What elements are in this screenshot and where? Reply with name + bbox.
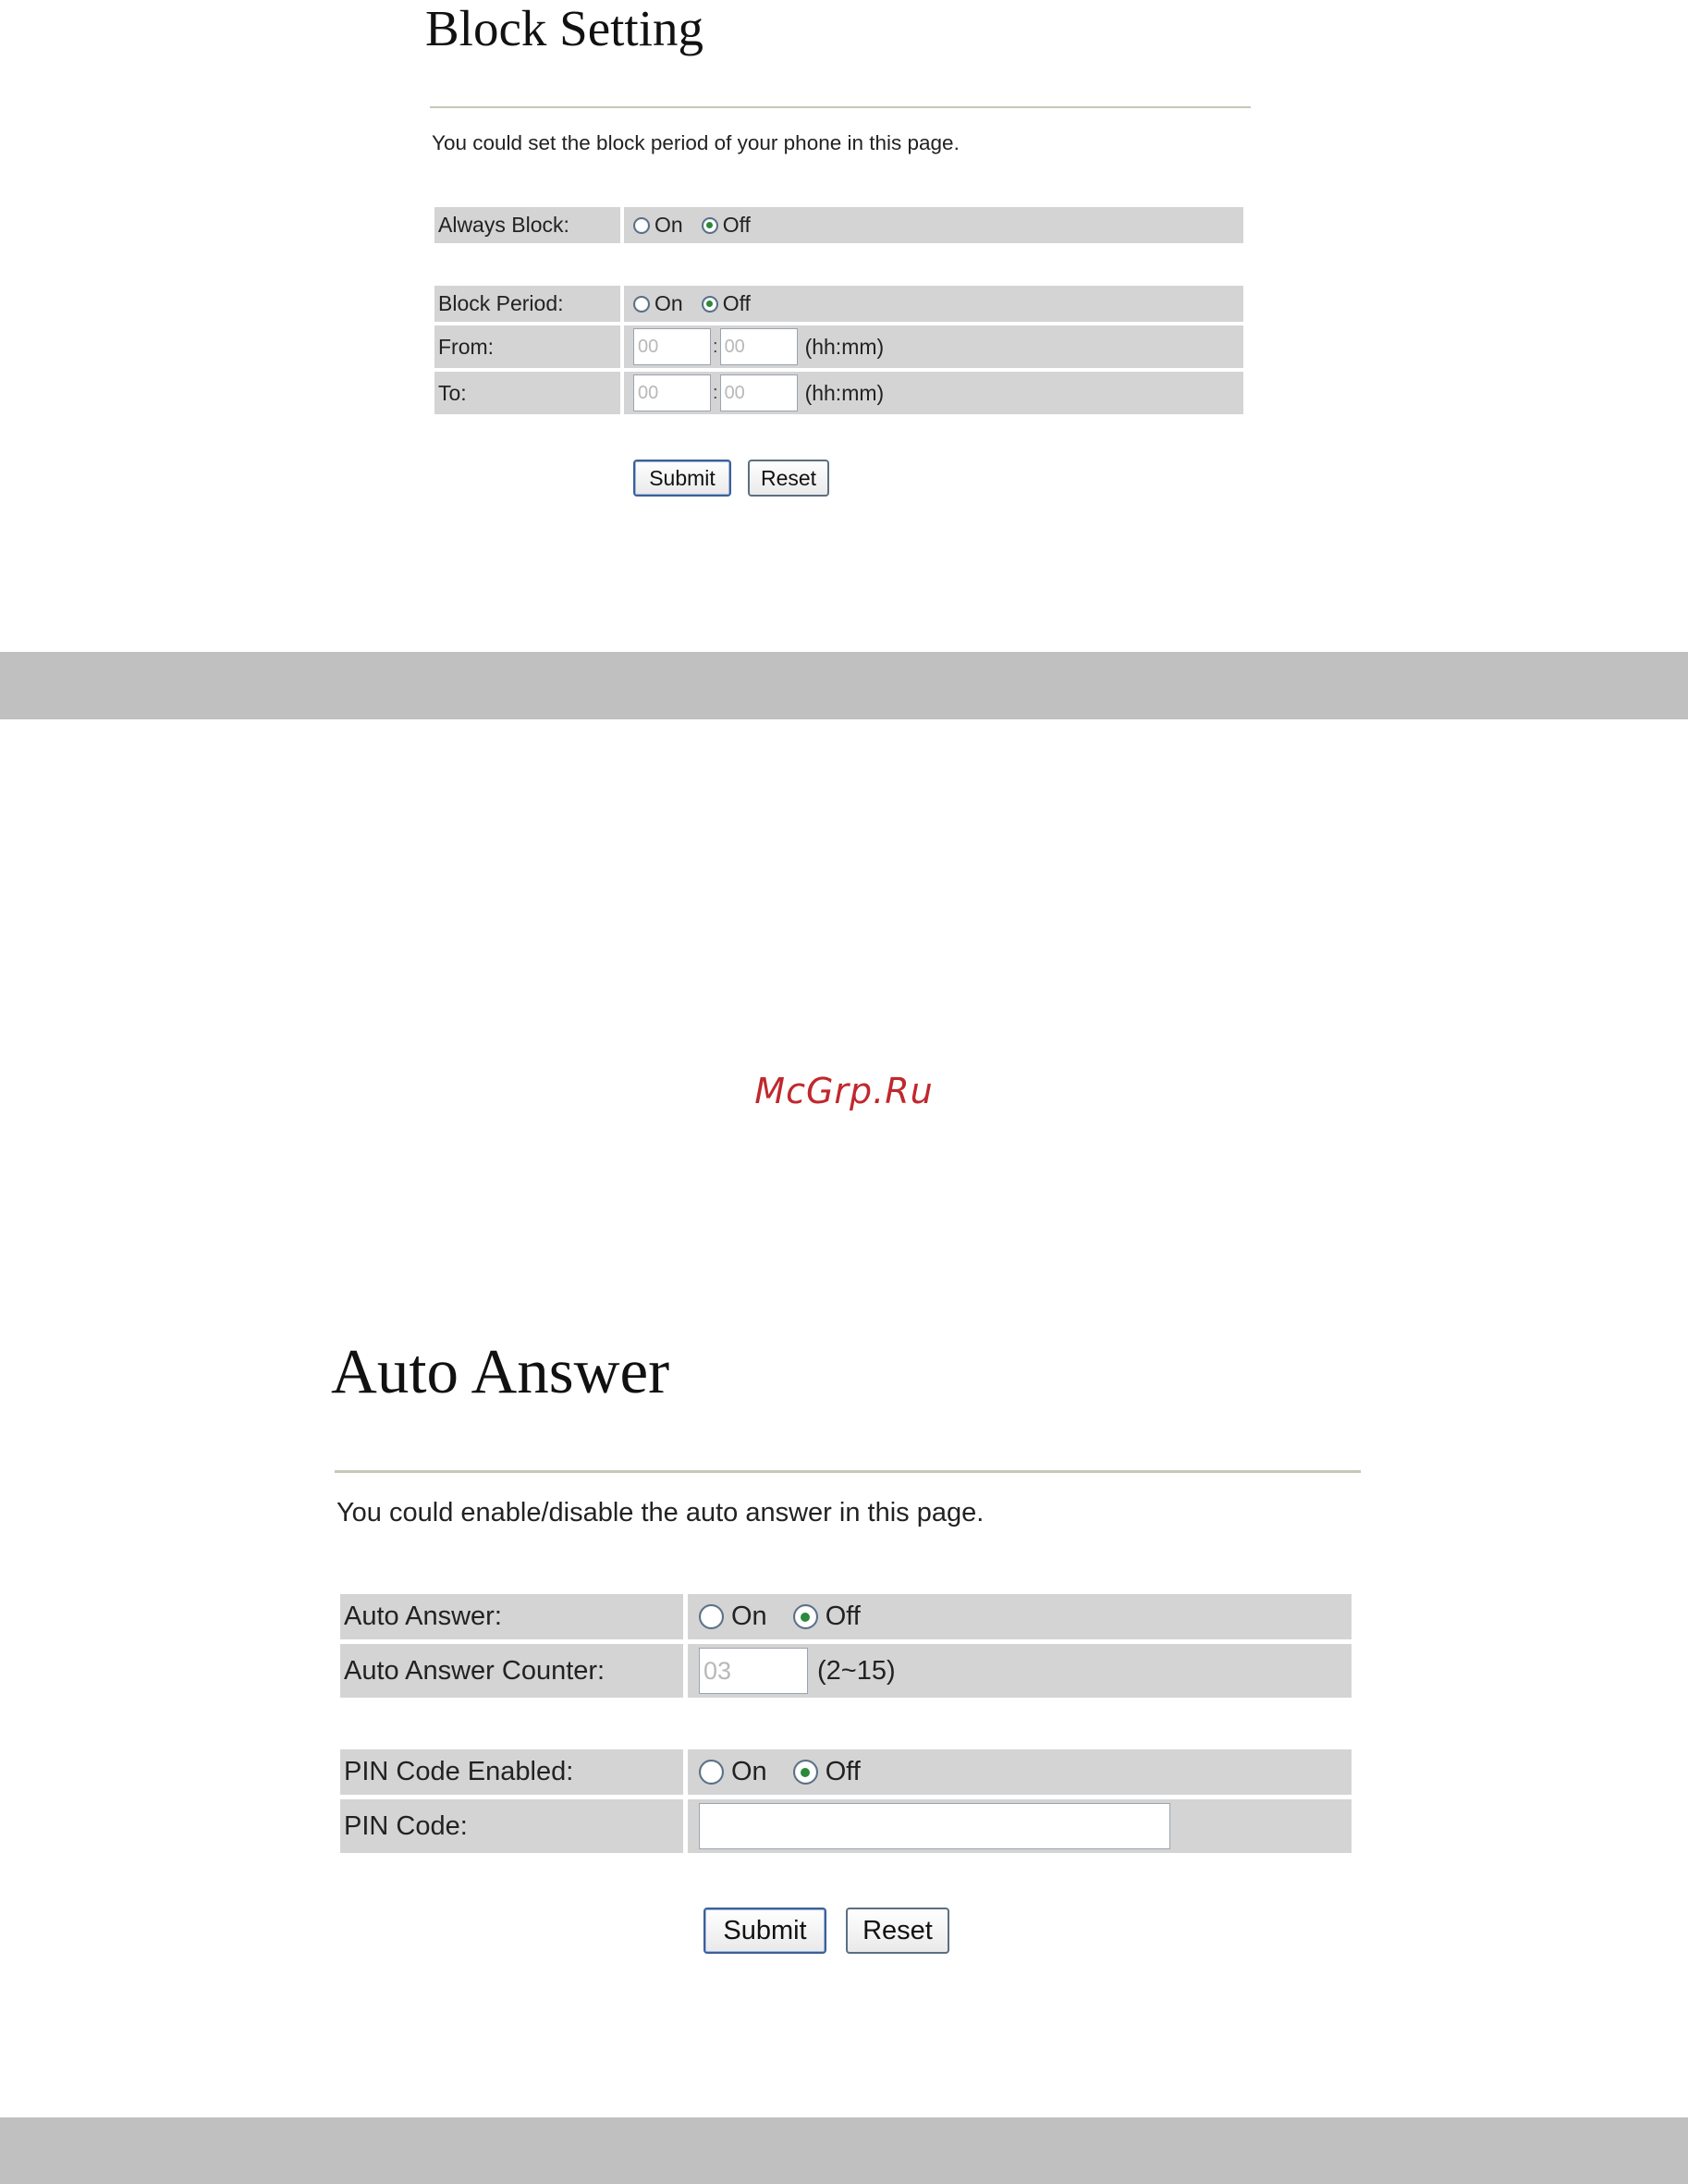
to-label: To: — [434, 372, 620, 414]
radio-unchecked-icon — [699, 1760, 724, 1785]
radio-unchecked-icon — [633, 217, 650, 234]
radio-unchecked-icon — [633, 296, 650, 313]
pin-enabled-label: PIN Code Enabled: — [340, 1749, 683, 1795]
pin-code-row — [340, 1799, 1352, 1853]
radio-checked-icon — [702, 217, 718, 234]
auto-answer-on-radio[interactable] — [699, 1601, 767, 1632]
pin-enabled-row — [340, 1749, 1352, 1795]
auto-answer-counter-range: (2~15) — [817, 1655, 896, 1686]
from-minute-input[interactable]: 00 — [720, 328, 798, 365]
pin-enabled-on-radio[interactable] — [699, 1757, 767, 1787]
always-block-options — [624, 207, 1243, 243]
auto-answer-options — [688, 1594, 1352, 1639]
pin-code-label: PIN Code: — [340, 1799, 683, 1853]
pin-enabled-off-label: Off — [825, 1757, 861, 1786]
pin-enabled-on-label: On — [731, 1757, 767, 1786]
from-colon: : — [713, 336, 718, 357]
from-label: From: — [434, 325, 620, 368]
always-block-on-label: On — [654, 213, 683, 237]
pin-enabled-off-radio[interactable] — [793, 1757, 861, 1787]
block-period-row — [434, 286, 1243, 322]
auto-answer-reset-button[interactable]: Reset — [846, 1908, 949, 1954]
watermark: McGrp.Ru — [754, 1071, 934, 1111]
pin-enabled-options — [688, 1749, 1352, 1795]
always-block-off-radio[interactable] — [702, 213, 751, 238]
always-block-off-label: Off — [722, 213, 751, 237]
block-setting-description: You could set the block period of your phone in this page. — [432, 131, 960, 154]
radio-checked-icon — [702, 296, 718, 313]
auto-answer-label: Auto Answer: — [340, 1594, 683, 1639]
pin-code-field — [688, 1799, 1352, 1853]
pin-code-input[interactable] — [699, 1803, 1170, 1849]
auto-answer-submit-button[interactable]: Submit — [703, 1908, 826, 1954]
radio-checked-icon — [793, 1760, 818, 1785]
block-period-label: Block Period: — [434, 286, 620, 322]
auto-answer-title: Auto Answer — [331, 1336, 670, 1406]
always-block-row — [434, 207, 1243, 243]
to-minute-input[interactable]: 00 — [720, 374, 798, 411]
auto-answer-counter-label: Auto Answer Counter: — [340, 1644, 683, 1698]
always-block-label: Always Block: — [434, 207, 620, 243]
page-separator-band — [0, 652, 1688, 719]
from-unit: (hh:mm) — [804, 334, 885, 359]
auto-answer-off-label: Off — [825, 1601, 861, 1631]
auto-answer-row — [340, 1594, 1352, 1639]
auto-answer-description: You could enable/disable the auto answer in this page. — [336, 1498, 985, 1528]
from-row — [434, 325, 1243, 368]
page-bottom-band — [0, 2117, 1688, 2184]
block-setting-reset-button[interactable]: Reset — [748, 460, 829, 497]
block-setting-submit-button[interactable]: Submit — [633, 460, 731, 497]
from-inputs — [624, 325, 1243, 368]
auto-answer-divider — [335, 1470, 1361, 1473]
to-colon: : — [713, 382, 718, 403]
to-inputs — [624, 372, 1243, 414]
block-period-options — [624, 286, 1243, 322]
to-row — [434, 372, 1243, 414]
auto-answer-off-radio[interactable] — [793, 1601, 861, 1632]
from-hour-input[interactable]: 00 — [633, 328, 711, 365]
radio-unchecked-icon — [699, 1604, 724, 1629]
auto-answer-counter-row — [340, 1644, 1352, 1698]
to-hour-input[interactable]: 00 — [633, 374, 711, 411]
auto-answer-counter-input[interactable]: 03 — [699, 1648, 808, 1694]
block-period-on-radio[interactable] — [633, 291, 683, 316]
to-unit: (hh:mm) — [804, 380, 885, 405]
auto-answer-on-label: On — [731, 1601, 767, 1631]
auto-answer-counter-field — [688, 1644, 1352, 1698]
block-period-on-label: On — [654, 291, 683, 315]
always-block-on-radio[interactable] — [633, 213, 683, 238]
radio-checked-icon — [793, 1604, 818, 1629]
block-period-off-label: Off — [722, 291, 751, 315]
block-period-off-radio[interactable] — [702, 291, 751, 316]
block-setting-divider — [430, 106, 1251, 108]
block-setting-title: Block Setting — [425, 0, 703, 56]
